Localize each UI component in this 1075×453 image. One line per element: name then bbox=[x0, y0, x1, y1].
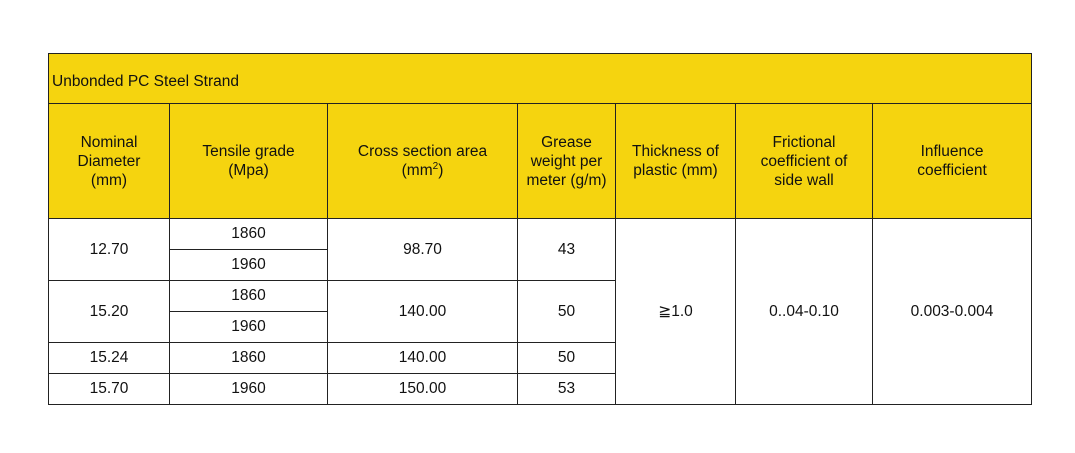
cell-diameter: 15.70 bbox=[49, 374, 170, 405]
cell-grade: 1960 bbox=[170, 312, 328, 343]
cell-grease: 53 bbox=[518, 374, 616, 405]
header-cross-section-area: Cross section area $(mm^2)$ bbox=[328, 104, 518, 219]
header-thickness: Thickness of plastic (mm) bbox=[616, 104, 736, 219]
cell-grade: 1860 bbox=[170, 281, 328, 312]
cell-diameter: 15.24 bbox=[49, 343, 170, 374]
cell-area: 150.00 bbox=[328, 374, 518, 405]
cell-grade: 1960 bbox=[170, 250, 328, 281]
cell-grease: 50 bbox=[518, 281, 616, 343]
cell-area: 140.00 bbox=[328, 343, 518, 374]
cell-diameter: 15.20 bbox=[49, 281, 170, 343]
cell-grease: 43 bbox=[518, 219, 616, 281]
cell-area: 98.70 bbox=[328, 219, 518, 281]
header-grease-weight: Grease weight per meter (g/m) bbox=[518, 104, 616, 219]
cell-thickness: ≧1.0 bbox=[616, 219, 736, 405]
header-nominal-diameter: Nominal Diameter (mm) bbox=[49, 104, 170, 219]
cell-area: 140.00 bbox=[328, 281, 518, 343]
cell-influence: 0.003-0.004 bbox=[873, 219, 1032, 405]
cell-frictional: 0..04-0.10 bbox=[736, 219, 873, 405]
header-frictional-coefficient: Frictional coefficient of side wall bbox=[736, 104, 873, 219]
header-influence-coefficient: Influence coefficient bbox=[873, 104, 1032, 219]
header-row bbox=[49, 104, 1032, 219]
cell-grease: 50 bbox=[518, 343, 616, 374]
cell-grade: 1860 bbox=[170, 219, 328, 250]
cell-diameter: 12.70 bbox=[49, 219, 170, 281]
steel-strand-table bbox=[48, 53, 1032, 405]
cell-grade: 1960 bbox=[170, 374, 328, 405]
cell-grade: 1860 bbox=[170, 343, 328, 374]
table-row bbox=[49, 219, 1032, 250]
header-tensile-grade: Tensile grade (Mpa) bbox=[170, 104, 328, 219]
table-title: Unbonded PC Steel Strand bbox=[49, 54, 1032, 104]
